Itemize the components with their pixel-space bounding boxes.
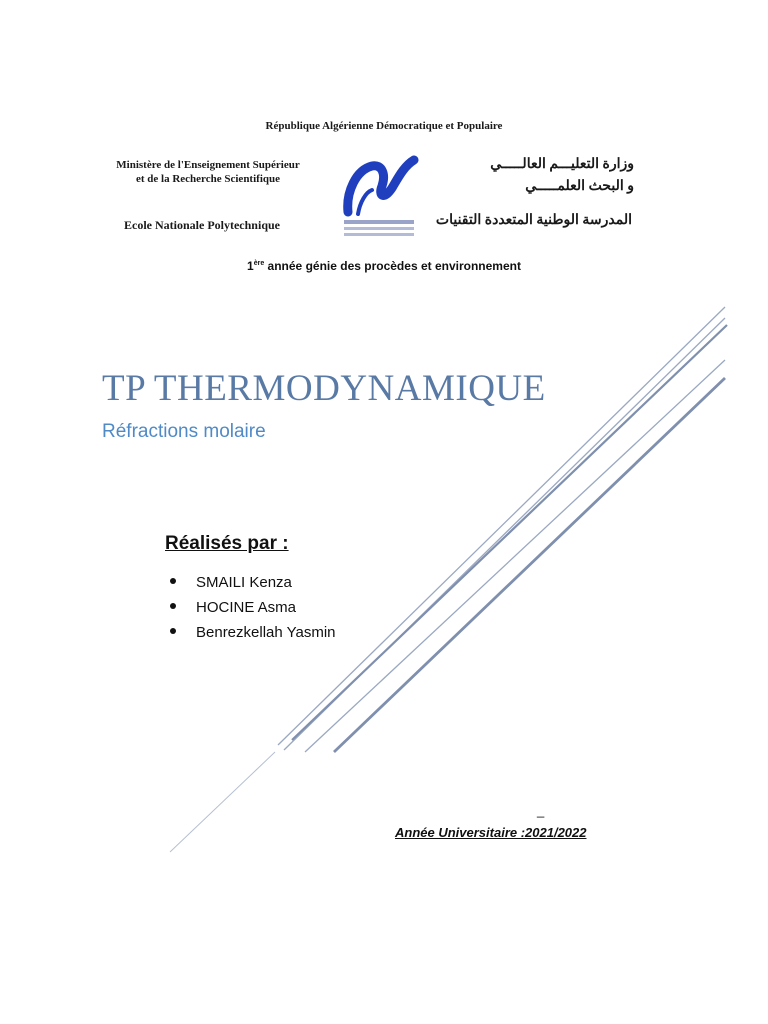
year-number: 1 [247, 259, 254, 273]
school-name-ar: المدرسة الوطنية المتعددة التقنيات [435, 213, 632, 228]
program-line [0, 259, 768, 273]
ministry-fr-line2: et de la Recherche Scientifique [136, 173, 280, 185]
republic-name: République Algérienne Démocratique et Populaire [265, 120, 503, 132]
list-item [170, 570, 336, 595]
year-ordinal: ère [253, 260, 265, 267]
author-name: Benrezkellah Yasmin [196, 624, 336, 641]
ministry-fr [108, 158, 308, 186]
author-name: HOCINE Asma [196, 599, 297, 616]
bullet-icon [170, 603, 176, 609]
ministry-ar-line1: وزارة التعليـــم العالـــــي [490, 157, 634, 172]
authors-heading: Réalisés par : [165, 533, 289, 554]
document-title: TP THERMODYNAMIQUE [102, 368, 546, 409]
bullet-icon [170, 628, 176, 634]
list-item [170, 620, 336, 645]
ministry-ar-line2: و البحث العلمـــــي [525, 179, 634, 194]
author-name: SMAILI Kenza [196, 574, 292, 591]
authors-list [170, 570, 336, 645]
enp-logo-icon [338, 152, 420, 244]
footer-dash: _ [537, 803, 545, 818]
bullet-icon [170, 578, 176, 584]
list-item [170, 595, 336, 620]
ministry-fr-line1: Ministère de l'Enseignement Supérieur [116, 159, 300, 171]
academic-year: Année Universitaire :2021/2022 [395, 825, 587, 840]
document-subtitle: Réfractions molaire [102, 421, 266, 442]
school-name-fr: Ecole Nationale Polytechnique [124, 218, 280, 232]
ministry-ar [440, 154, 634, 198]
program-name: année génie des procèdes et environnement [264, 259, 521, 273]
